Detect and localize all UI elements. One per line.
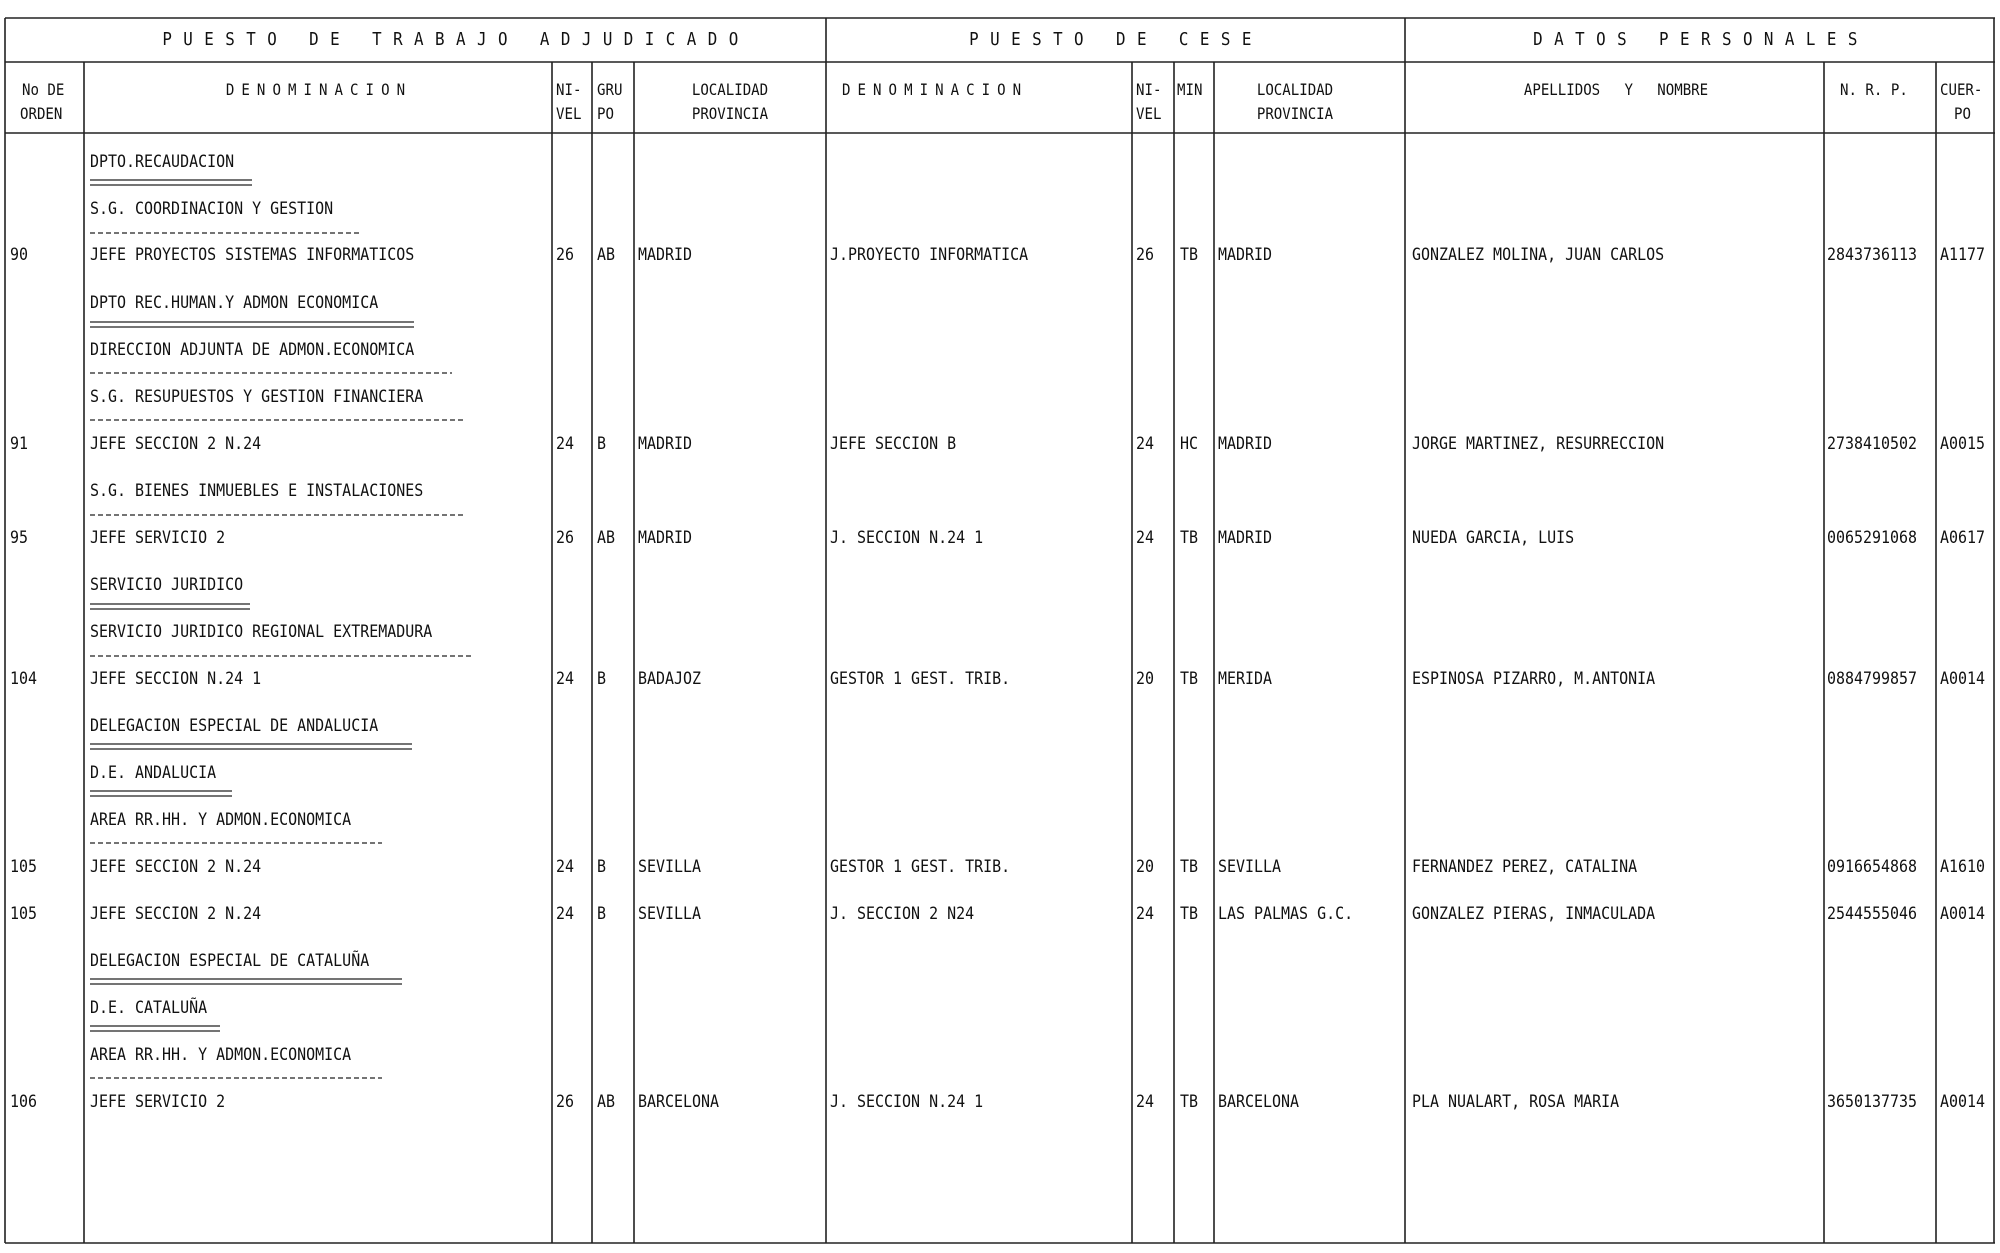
cell-localidad: MADRID — [638, 434, 693, 454]
cell-cuerpo: A1610 — [1940, 857, 1986, 877]
cell-nivel: 26 — [556, 1092, 575, 1112]
cell-nombre: FERNANDEZ PEREZ, CATALINA — [1412, 857, 1638, 877]
cell-nrp: 0916654868 — [1827, 857, 1918, 877]
cell-denominacion: JEFE SECCION 2 N.24 — [90, 434, 262, 454]
section-heading: AREA RR.HH. Y ADMON.ECONOMICA — [90, 1045, 352, 1065]
cell-localidad: MADRID — [638, 528, 693, 548]
section-heading: DELEGACION ESPECIAL DE ANDALUCIA — [90, 716, 379, 736]
cell-denominacion: JEFE SECCION 2 N.24 — [90, 857, 262, 877]
cell-nivel: 24 — [556, 904, 575, 924]
cell-cese-localidad: SEVILLA — [1218, 857, 1282, 877]
section-heading: AREA RR.HH. Y ADMON.ECONOMICA — [90, 810, 352, 830]
cell-cese-denominacion: GESTOR 1 GEST. TRIB. — [830, 857, 1011, 877]
cell-cese-min: TB — [1180, 669, 1199, 689]
cell-cese-min: TB — [1180, 1092, 1199, 1112]
cell-cuerpo: A0014 — [1940, 904, 1986, 924]
cell-cese-denominacion: J. SECCION N.24 1 — [830, 1092, 984, 1112]
cell-cese-denominacion: JEFE SECCION B — [830, 434, 957, 454]
cell-grupo: B — [597, 669, 607, 689]
col-cuerpo-line1: CUER- — [1940, 80, 1983, 99]
cell-nrp: 0884799857 — [1827, 669, 1918, 689]
cell-cuerpo: A0015 — [1940, 434, 1986, 454]
cell-cese-nivel: 26 — [1136, 245, 1155, 265]
cell-grupo: AB — [597, 528, 616, 548]
cell-nivel: 24 — [556, 434, 575, 454]
cell-denominacion: JEFE SECCION N.24 1 — [90, 669, 262, 689]
cell-grupo: AB — [597, 1092, 616, 1112]
cell-orden: 90 — [10, 245, 29, 265]
cell-cese-localidad: MERIDA — [1218, 669, 1273, 689]
cell-nivel: 24 — [556, 857, 575, 877]
cell-denominacion: JEFE PROYECTOS SISTEMAS INFORMATICOS — [90, 245, 415, 265]
col-orden-line1: No DE — [22, 80, 65, 99]
cell-cese-nivel: 24 — [1136, 904, 1155, 924]
section-heading: SERVICIO JURIDICO REGIONAL EXTREMADURA — [90, 622, 433, 642]
col-nivel-adjudicado-line1: NI- — [556, 80, 582, 99]
cell-nrp: 2843736113 — [1827, 245, 1918, 265]
cell-grupo: B — [597, 904, 607, 924]
cell-cuerpo: A1177 — [1940, 245, 1986, 265]
col-nivel-cese-line2: VEL — [1136, 104, 1162, 123]
col-min: MIN — [1177, 80, 1203, 99]
cell-nombre: GONZALEZ MOLINA, JUAN CARLOS — [1412, 245, 1665, 265]
section-heading: S.G. RESUPUESTOS Y GESTION FINANCIERA — [90, 387, 424, 407]
cell-localidad: MADRID — [638, 245, 693, 265]
cell-cuerpo: A0014 — [1940, 669, 1986, 689]
cell-cese-localidad: LAS PALMAS G.C. — [1218, 904, 1354, 924]
cell-cese-min: HC — [1180, 434, 1199, 454]
col-apellidos-nombre: APELLIDOS Y NOMBRE — [1523, 80, 1709, 99]
header-group-cese: PUESTO DE CESE — [969, 29, 1263, 50]
col-denominacion-cese: DENOMINACION — [842, 80, 1029, 99]
section-heading: DPTO REC.HUMAN.Y ADMON ECONOMICA — [90, 293, 379, 313]
cell-cese-min: TB — [1180, 245, 1199, 265]
cell-nombre: GONZALEZ PIERAS, INMACULADA — [1412, 904, 1656, 924]
cell-cese-nivel: 24 — [1136, 528, 1155, 548]
cell-nombre: JORGE MARTINEZ, RESURRECCION — [1412, 434, 1665, 454]
section-heading: DELEGACION ESPECIAL DE CATALUÑA — [90, 951, 370, 971]
cell-nivel: 26 — [556, 528, 575, 548]
col-nivel-cese-line1: NI- — [1136, 80, 1162, 99]
cell-cese-min: TB — [1180, 857, 1199, 877]
cell-localidad: SEVILLA — [638, 857, 702, 877]
col-localidad-adjudicado-line1: LOCALIDAD — [691, 80, 769, 99]
cell-denominacion: JEFE SERVICIO 2 — [90, 1092, 226, 1112]
cell-cese-localidad: MADRID — [1218, 434, 1273, 454]
cell-cese-nivel: 20 — [1136, 857, 1155, 877]
cell-denominacion: JEFE SERVICIO 2 — [90, 528, 226, 548]
cell-cese-denominacion: GESTOR 1 GEST. TRIB. — [830, 669, 1011, 689]
section-heading: D.E. CATALUÑA — [90, 998, 208, 1018]
cell-nombre: NUEDA GARCIA, LUIS — [1412, 528, 1575, 548]
section-heading: DPTO.RECAUDACION — [90, 152, 235, 172]
col-denominacion-adjudicado: DENOMINACION — [225, 80, 413, 99]
section-heading: D.E. ANDALUCIA — [90, 763, 217, 783]
col-localidad-adjudicado-line2: PROVINCIA — [691, 104, 769, 123]
col-localidad-cese-line1: LOCALIDAD — [1256, 80, 1334, 99]
section-heading: S.G. COORDINACION Y GESTION — [90, 199, 334, 219]
col-localidad-cese-line2: PROVINCIA — [1256, 104, 1334, 123]
col-orden-line2: ORDEN — [20, 104, 63, 123]
col-grupo-line2: PO — [597, 104, 614, 123]
cell-localidad: BARCELONA — [638, 1092, 720, 1112]
section-heading: DIRECCION ADJUNTA DE ADMON.ECONOMICA — [90, 340, 415, 360]
cell-cese-localidad: MADRID — [1218, 528, 1273, 548]
cell-denominacion: JEFE SECCION 2 N.24 — [90, 904, 262, 924]
cell-grupo: AB — [597, 245, 616, 265]
cell-nivel: 26 — [556, 245, 575, 265]
section-heading: S.G. BIENES INMUEBLES E INSTALACIONES — [90, 481, 424, 501]
cell-grupo: B — [597, 434, 607, 454]
cell-orden: 106 — [10, 1092, 38, 1112]
cell-cese-localidad: MADRID — [1218, 245, 1273, 265]
col-nrp: N. R. P. — [1840, 80, 1908, 99]
cell-nrp: 0065291068 — [1827, 528, 1918, 548]
cell-cuerpo: A0014 — [1940, 1092, 1986, 1112]
cell-cese-denominacion: J. SECCION 2 N24 — [830, 904, 975, 924]
cell-nrp: 2544555046 — [1827, 904, 1918, 924]
cell-nombre: ESPINOSA PIZARRO, M.ANTONIA — [1412, 669, 1656, 689]
cell-localidad: BADAJOZ — [638, 669, 702, 689]
cell-orden: 105 — [10, 857, 38, 877]
cell-cese-min: TB — [1180, 528, 1199, 548]
cell-cese-nivel: 24 — [1136, 1092, 1155, 1112]
cell-orden: 91 — [10, 434, 29, 454]
header-group-datos-personales: DATOS PERSONALES — [1533, 29, 1869, 50]
section-heading: SERVICIO JURIDICO — [90, 575, 244, 595]
cell-cese-nivel: 24 — [1136, 434, 1155, 454]
cell-nombre: PLA NUALART, ROSA MARIA — [1412, 1092, 1620, 1112]
cell-nrp: 3650137735 — [1827, 1092, 1918, 1112]
col-grupo-line1: GRU — [597, 80, 623, 99]
cell-cese-denominacion: J. SECCION N.24 1 — [830, 528, 984, 548]
cell-cese-min: TB — [1180, 904, 1199, 924]
cell-cese-localidad: BARCELONA — [1218, 1092, 1300, 1112]
cell-nivel: 24 — [556, 669, 575, 689]
cell-localidad: SEVILLA — [638, 904, 702, 924]
col-cuerpo-line2: PO — [1954, 104, 1971, 123]
cell-cuerpo: A0617 — [1940, 528, 1986, 548]
cell-orden: 105 — [10, 904, 38, 924]
cell-orden: 104 — [10, 669, 38, 689]
cell-cese-denominacion: J.PROYECTO INFORMATICA — [830, 245, 1029, 265]
header-group-adjudicado: PUESTO DE TRABAJO ADJUDICADO — [162, 29, 750, 50]
cell-orden: 95 — [10, 528, 29, 548]
cell-cese-nivel: 20 — [1136, 669, 1155, 689]
cell-nrp: 2738410502 — [1827, 434, 1918, 454]
cell-grupo: B — [597, 857, 607, 877]
col-nivel-adjudicado-line2: VEL — [556, 104, 582, 123]
